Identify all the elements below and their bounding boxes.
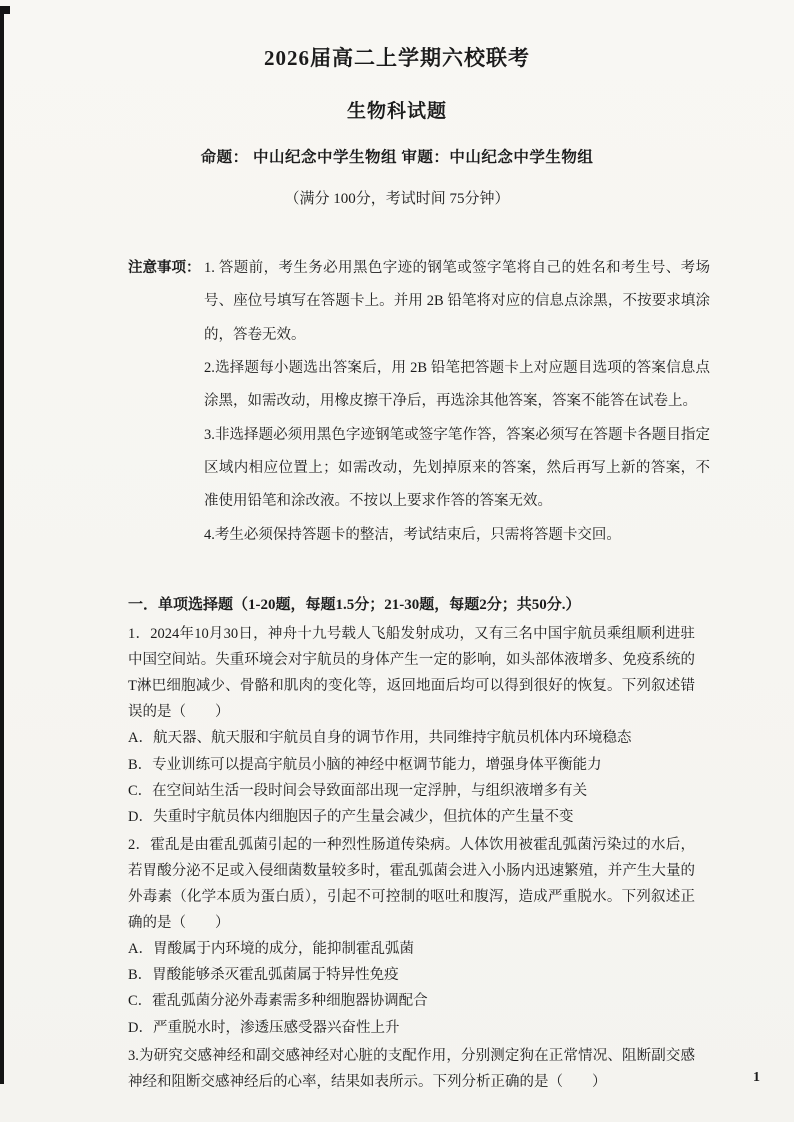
question-2-stem: 2．霍乱是由霍乱弧菌引起的一种烈性肠道传染病。人体饮用被霍乱弧菌污染过的水后，若胃酸分泌不足或入侵细菌数量较多时，霍乱弧菌会进入小肠内迅速繁殖，并产生大量的外毒素（化学本质为蛋白质），引起不可控制的呕吐和腹泻，造成严重脱水。下列叙述正确的是（ ）	[128, 836, 695, 932]
question-2-option-d: D．严重脱水时，渗透压感受器兴奋性上升	[128, 1019, 400, 1036]
question-1	[128, 621, 695, 830]
section-one-heading: 一．单项选择题（1-20题，每题1.5分；21-30题，每题2分；共50分.）	[128, 597, 581, 614]
notice-item-1: 1. 答题前，考生务必用黑色字迹的钢笔或签字笔将自己的姓名和考生号、考场号、座位号填写在答题卡上。并用 2B 铅笔将对应的信息点涂黑，不按要求填涂的，答卷无效。	[204, 260, 710, 343]
exam-header	[0, 0, 794, 208]
questions-section	[128, 592, 695, 1095]
notice-section	[128, 252, 710, 552]
notice-label: 注意事项：	[128, 260, 201, 276]
notice-item-3: 3.非选择题必须用黑色字迹钢笔或签字笔作答，答案必须写在答题卡各题目指定区域内相应位置上；如需改动，先划掉原来的答案，然后再写上新的答案，不准使用铅笔和涂改液。不按以上要求作答的答案无效。	[204, 426, 710, 510]
question-1-option-d: D．失重时宇航员体内细胞因子的产生量会减少，但抗体的产生量不变	[128, 808, 574, 825]
exam-title: 2026届高二上学期六校联考	[264, 46, 530, 70]
question-1-option-c: C．在空间站生活一段时间会导致面部出现一定浮肿，与组织液增多有关	[128, 782, 588, 799]
exam-setter-line: 命题： 中山纪念中学生物组 审题：中山纪念中学生物组	[200, 149, 594, 166]
question-2-option-a: A．胃酸属于内环境的成分，能抑制霍乱弧菌	[128, 941, 414, 958]
scan-artifact-left-edge	[0, 12, 4, 1084]
exam-score-line: （满分 100分，考试时间 75分钟）	[284, 191, 510, 207]
notice-item-list	[204, 252, 710, 552]
question-2-option-b: B．胃酸能够杀灭霍乱弧菌属于特异性免疫	[128, 967, 399, 984]
notice-item-2: 2.选择题每小题选出答案后，用 2B 铅笔把答题卡上对应题目选项的答案信息点涂黑，如需改动，用橡皮擦干净后，再选涂其他答案，答案不能答在试卷上。	[204, 360, 710, 410]
question-2	[128, 832, 695, 1041]
question-1-option-b: B．专业训练可以提高宇航员小脑的神经中枢调节能力，增强身体平衡能力	[128, 756, 602, 773]
question-1-stem: 1．2024年10月30日，神舟十九号载人飞船发射成功，又有三名中国宇航员乘组顺利进驻中国空间站。失重环境会对宇航员的身体产生一定的影响，如头部体液增多、免疫系统的T淋巴细胞减少、骨骼和肌肉的变化等，返回地面后均可以得到很好的恢复。下列叙述错误的是（ ）	[128, 626, 695, 721]
page-number: 1	[753, 1070, 760, 1085]
question-3-stem: 3.为研究交感神经和副交感神经对心脏的支配作用，分别测定狗在正常情况、阻断副交感神经和阻断交感神经后的心率，结果如表所示。下列分析正确的是（ ）	[128, 1047, 695, 1090]
exam-subject-title: 生物科试题	[346, 101, 447, 122]
notice-item-4: 4.考生必须保持答题卡的整洁，考试结束后，只需将答题卡交回。	[204, 526, 621, 543]
question-2-option-c: C．霍乱弧菌分泌外毒素需多种细胞器协调配合	[128, 993, 428, 1010]
question-1-option-a: A．航天器、航天服和宇航员自身的调节作用，共同维持宇航员机体内环境稳态	[128, 730, 632, 747]
question-3	[128, 1043, 695, 1095]
